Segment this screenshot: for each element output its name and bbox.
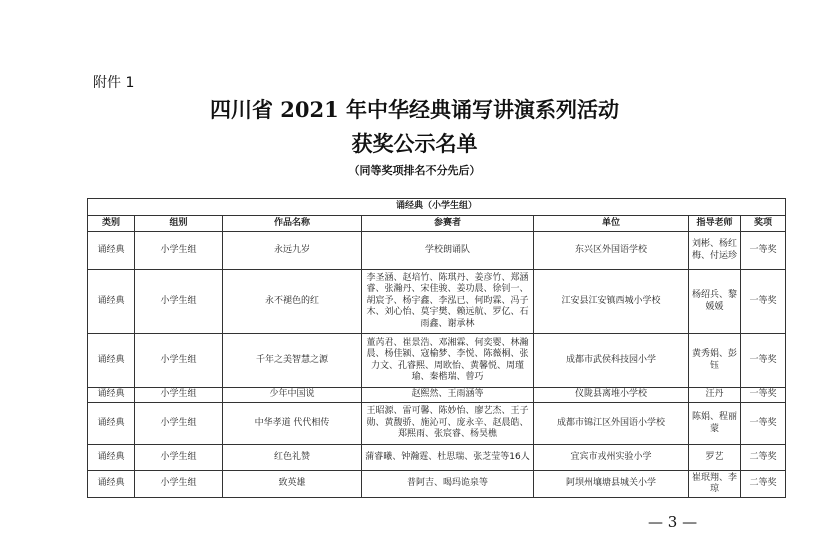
cell-participants: 李圣涵、赵培竹、陈琪丹、姜彦竹、郑涵睿、张瀚丹、宋佳骏、姜功晨、徐钊一、胡宸予、杨宇鑫、李泓已、何昀霖、冯子木、刘心怡、莫宇樊、赖远航、罗亿、石雨鑫、谢承林 bbox=[362, 270, 534, 334]
cell-award: 二等奖 bbox=[741, 471, 786, 498]
table-row bbox=[88, 403, 786, 445]
cell-participants: 董芮君、崔景浩、邓湘霖、何奕婴、林瀚晨、杨佳颍、寇榆梦、李悦、陈薇桐、张力文、孔睿熙、周欧怡、黄馨悦、周瑾瑜、秦楷瑞、曾巧 bbox=[362, 334, 534, 388]
cell-unit: 仪陇县离堆小学校 bbox=[534, 388, 689, 403]
cell-category: 诵经典 bbox=[88, 403, 135, 445]
table-row bbox=[88, 270, 786, 334]
cell-participants: 普阿吉、喝玛诡泉等 bbox=[362, 471, 534, 498]
page-number: — 3 — bbox=[648, 513, 698, 531]
cell-instructor: 崔珉翔、李琼 bbox=[689, 471, 741, 498]
cell-category: 诵经典 bbox=[88, 232, 135, 270]
table-row bbox=[88, 445, 786, 471]
cell-work-name: 中华孝道 代代相传 bbox=[223, 403, 362, 445]
cell-unit: 成都市武侯科技园小学 bbox=[534, 334, 689, 388]
cell-award: 一等奖 bbox=[741, 388, 786, 403]
cell-work-name: 永不褪色的红 bbox=[223, 270, 362, 334]
attachment-label: 附件 1 bbox=[93, 75, 135, 91]
cell-group: 小学生组 bbox=[135, 270, 223, 334]
table-row bbox=[88, 388, 786, 403]
cell-category: 诵经典 bbox=[88, 334, 135, 388]
cell-award: 一等奖 bbox=[741, 403, 786, 445]
cell-instructor: 黄秀娟、彭钰 bbox=[689, 334, 741, 388]
cell-group: 小学生组 bbox=[135, 388, 223, 403]
cell-instructor: 杨绍兵、黎媛媛 bbox=[689, 270, 741, 334]
cell-participants: 蒲睿曦、钟瀚霆、杜思瑞、张芝莹等16人 bbox=[362, 445, 534, 471]
cell-group: 小学生组 bbox=[135, 471, 223, 498]
header-row bbox=[88, 216, 786, 232]
header-work-name: 作品名称 bbox=[223, 216, 362, 232]
cell-category: 诵经典 bbox=[88, 445, 135, 471]
cell-award: 二等奖 bbox=[741, 445, 786, 471]
cell-group: 小学生组 bbox=[135, 334, 223, 388]
table-row bbox=[88, 334, 786, 388]
cell-group: 小学生组 bbox=[135, 445, 223, 471]
header-group: 组别 bbox=[135, 216, 223, 232]
cell-category: 诵经典 bbox=[88, 270, 135, 334]
cell-participants: 王昭源、雷可馨、陈妙怡、廖艺杰、王子勋、黄馥骄、施沁可、庞永辛、赵晨皓、郑熙雨、张宸睿、杨昊樵 bbox=[362, 403, 534, 445]
cell-unit: 阿坝州壤塘县城关小学 bbox=[534, 471, 689, 498]
cell-unit: 成都市锦江区外国语小学校 bbox=[534, 403, 689, 445]
cell-instructor: 刘彬、杨红梅、付运珍 bbox=[689, 232, 741, 270]
header-instructor: 指导老师 bbox=[689, 216, 741, 232]
award-table bbox=[87, 198, 786, 498]
cell-award: 一等奖 bbox=[741, 270, 786, 334]
table-row bbox=[88, 232, 786, 270]
cell-category: 诵经典 bbox=[88, 471, 135, 498]
header-category: 类别 bbox=[88, 216, 135, 232]
cell-group: 小学生组 bbox=[135, 232, 223, 270]
document-title-line2: 获奖公示名单 bbox=[351, 131, 478, 156]
document-subtitle: （同等奖项排名不分先后） bbox=[348, 164, 481, 177]
cell-participants: 学校朗诵队 bbox=[362, 232, 534, 270]
cell-work-name: 少年中国说 bbox=[223, 388, 362, 403]
cell-unit: 宜宾市戎州实验小学 bbox=[534, 445, 689, 471]
cell-instructor: 汪丹 bbox=[689, 388, 741, 403]
cell-award: 一等奖 bbox=[741, 334, 786, 388]
group-title: 诵经典（小学生组） bbox=[88, 199, 786, 216]
header-unit: 单位 bbox=[534, 216, 689, 232]
cell-group: 小学生组 bbox=[135, 403, 223, 445]
cell-work-name: 致英雄 bbox=[223, 471, 362, 498]
cell-category: 诵经典 bbox=[88, 388, 135, 403]
cell-work-name: 永远九岁 bbox=[223, 232, 362, 270]
cell-work-name: 千年之美智慧之源 bbox=[223, 334, 362, 388]
cell-unit: 东兴区外国语学校 bbox=[534, 232, 689, 270]
group-title-row bbox=[88, 199, 786, 216]
cell-award: 一等奖 bbox=[741, 232, 786, 270]
header-award: 奖项 bbox=[741, 216, 786, 232]
document-title: 四川省 2021 年中华经典诵写讲演系列活动 bbox=[209, 97, 620, 122]
cell-work-name: 红色礼赞 bbox=[223, 445, 362, 471]
table-row bbox=[88, 471, 786, 498]
cell-unit: 江安县江安镇西城小学校 bbox=[534, 270, 689, 334]
cell-instructor: 罗艺 bbox=[689, 445, 741, 471]
cell-instructor: 陈娟、程丽蒙 bbox=[689, 403, 741, 445]
cell-participants: 赵熙然、王雨涵等 bbox=[362, 388, 534, 403]
header-participants: 参赛者 bbox=[362, 216, 534, 232]
